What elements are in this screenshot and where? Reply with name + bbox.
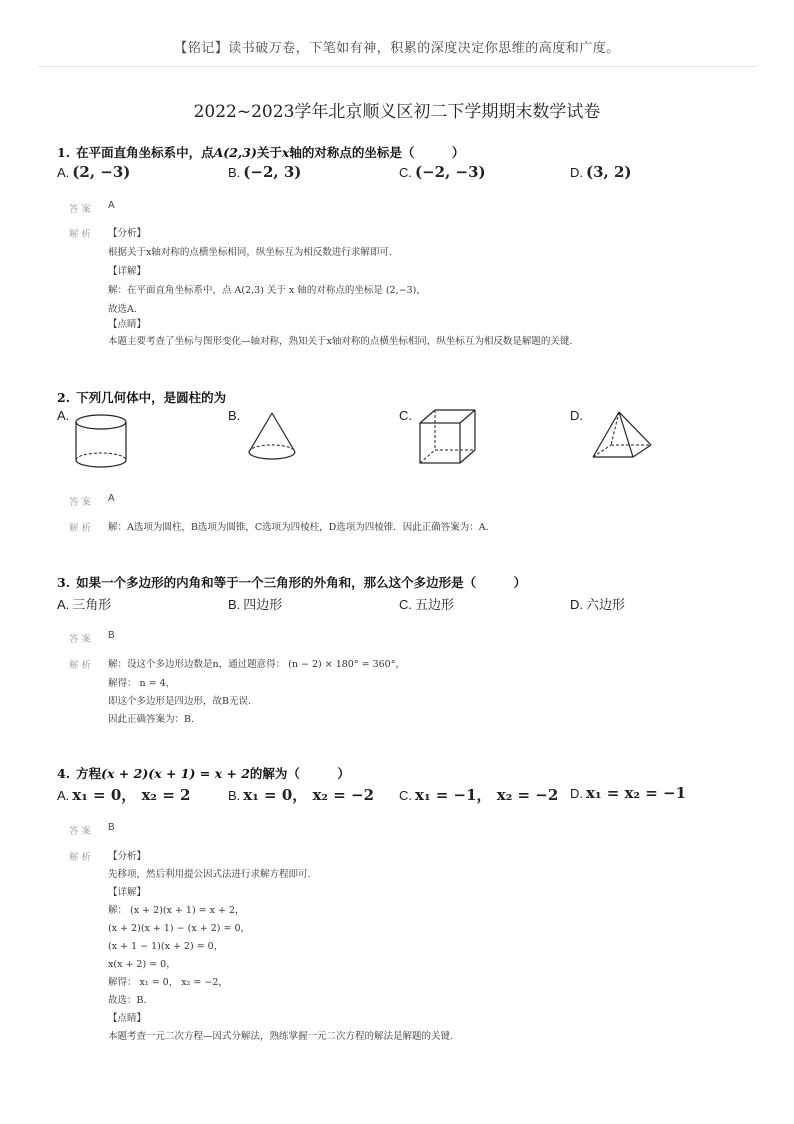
question-1-option-b[interactable]: B. (−2, 3) bbox=[228, 163, 302, 181]
question-2-analysis-tag: 解析 bbox=[69, 523, 95, 534]
question-4-option-a[interactable]: A. x₁ = 0， x₂ = 2 bbox=[57, 786, 191, 804]
question-2-option-c[interactable]: C. bbox=[399, 408, 412, 423]
question-2-option-d[interactable]: D. bbox=[570, 408, 583, 423]
question-3-option-a[interactable]: A. 三角形 bbox=[57, 597, 112, 612]
question-2-analysis-line: 解：A选项为圆柱，B选项为圆锥，C选项为四棱柱，D选项为四棱锥．因此正确答案为：A. bbox=[108, 522, 489, 533]
question-1-option-d[interactable]: D. (3, 2) bbox=[570, 163, 632, 181]
page-title: 2022~2023学年北京顺义区初二下学期期末数学试卷 bbox=[193, 102, 601, 122]
question-1-analysis-line: 【点睛】 bbox=[108, 319, 147, 330]
question-1-analysis-line: 解：在平面直角坐标系中，点 A(2,3) 关于 x 轴的对称点的坐标是 (2,−3)， bbox=[108, 285, 426, 296]
cone-icon bbox=[244, 410, 304, 466]
header-divider bbox=[38, 66, 756, 67]
question-3-answer: B bbox=[108, 630, 115, 641]
question-1-analysis-line: 本题主要考查了坐标与图形变化—轴对称，熟知关于x轴对称的点横坐标相同，纵坐标互为相反数是解题的关键. bbox=[108, 336, 573, 347]
question-1-analysis-line: 【分析】 bbox=[108, 228, 147, 239]
question-4-option-b[interactable]: B. x₁ = 0， x₂ = −2 bbox=[228, 786, 375, 804]
question-1-answer: A bbox=[108, 200, 115, 211]
question-2-option-a[interactable]: A. bbox=[57, 408, 70, 423]
question-3-option-b[interactable]: B. 四边形 bbox=[228, 597, 283, 612]
question-3-analysis-line: 即这个多边形是四边形，故B无误. bbox=[108, 696, 252, 707]
question-4-analysis-line: (x + 1 − 1)(x + 2) = 0， bbox=[108, 941, 224, 952]
question-4-analysis-tag: 解析 bbox=[69, 852, 95, 863]
question-3-stem: 3. 如果一个多边形的内角和等于一个三角形的外角和，那么这个多边形是（ ） bbox=[57, 575, 527, 590]
question-4-analysis-line: 【详解】 bbox=[108, 887, 147, 898]
question-4-analysis-line: 【点睛】 bbox=[108, 1013, 147, 1024]
question-1-option-a[interactable]: A. (2, −3) bbox=[57, 163, 131, 181]
question-2-answer: A bbox=[108, 493, 115, 504]
question-4-analysis-line: 本题考查一元二次方程—因式分解法，熟练掌握一元二次方程的解法是解题的关键. bbox=[108, 1031, 454, 1042]
question-3-option-c[interactable]: C. 五边形 bbox=[399, 597, 455, 612]
pyramid-icon bbox=[589, 409, 655, 465]
question-4-analysis-line: x(x + 2) = 0， bbox=[108, 959, 176, 970]
question-3-analysis-tag: 解析 bbox=[69, 660, 95, 671]
question-4-analysis-line: 【分析】 bbox=[108, 851, 147, 862]
question-4-analysis-line: 先移项，然后利用提公因式法进行求解方程即可. bbox=[108, 869, 311, 880]
question-2-stem: 2. 下列几何体中，是圆柱的为 bbox=[57, 390, 227, 405]
question-4-analysis-line: (x + 2)(x + 1) − (x + 2) = 0， bbox=[108, 923, 250, 934]
question-3-option-d[interactable]: D. 六边形 bbox=[570, 597, 626, 612]
question-2-answer-tag: 答案 bbox=[69, 497, 95, 508]
question-4-answer-tag: 答案 bbox=[69, 826, 95, 837]
question-3-answer-tag: 答案 bbox=[69, 634, 95, 645]
question-1-analysis-line: 故选A. bbox=[108, 304, 137, 315]
question-4-answer: B bbox=[108, 822, 115, 833]
question-1-analysis-line: 根据关于x轴对称的点横坐标相同，纵坐标互为相反数进行求解即可. bbox=[108, 247, 392, 258]
question-3-analysis-line: 因此正确答案为：B. bbox=[108, 714, 195, 725]
question-4-stem: 4. 方程(x + 2)(x + 1) = x + 2的解为（ ） bbox=[57, 766, 350, 781]
question-2-option-b[interactable]: B. bbox=[228, 408, 241, 423]
question-1-analysis-tag: 解析 bbox=[69, 229, 95, 240]
cube-icon bbox=[415, 407, 479, 467]
question-4-option-d[interactable]: D. x₁ = x₂ = −1 bbox=[570, 784, 687, 802]
question-4-option-c[interactable]: C. x₁ = −1， x₂ = −2 bbox=[399, 786, 559, 804]
question-1-answer-tag: 答案 bbox=[69, 204, 95, 215]
question-1-analysis-line: 【详解】 bbox=[108, 266, 147, 277]
question-1-stem: 1. 在平面直角坐标系中，点A(2,3)关于x轴的对称点的坐标是（ ） bbox=[57, 145, 465, 160]
question-4-analysis-line: 解： (x + 2)(x + 1) = x + 2， bbox=[108, 905, 245, 916]
cylinder-icon bbox=[72, 412, 132, 472]
question-3-analysis-line: 解得： n = 4， bbox=[108, 678, 176, 689]
question-1-option-c[interactable]: C. (−2, −3) bbox=[399, 163, 486, 181]
question-3-analysis-line: 解：设这个多边形边数是n，通过题意得： (n − 2) × 180° = 360°， bbox=[108, 659, 405, 670]
question-4-analysis-line: 解得： x₁ = 0， x₂ = −2， bbox=[108, 977, 228, 988]
header-motto: 【铭记】读书破万卷，下笔如有神，积累的深度决定你思维的高度和广度。 bbox=[174, 41, 620, 56]
question-4-analysis-line: 故选：B. bbox=[108, 995, 147, 1006]
